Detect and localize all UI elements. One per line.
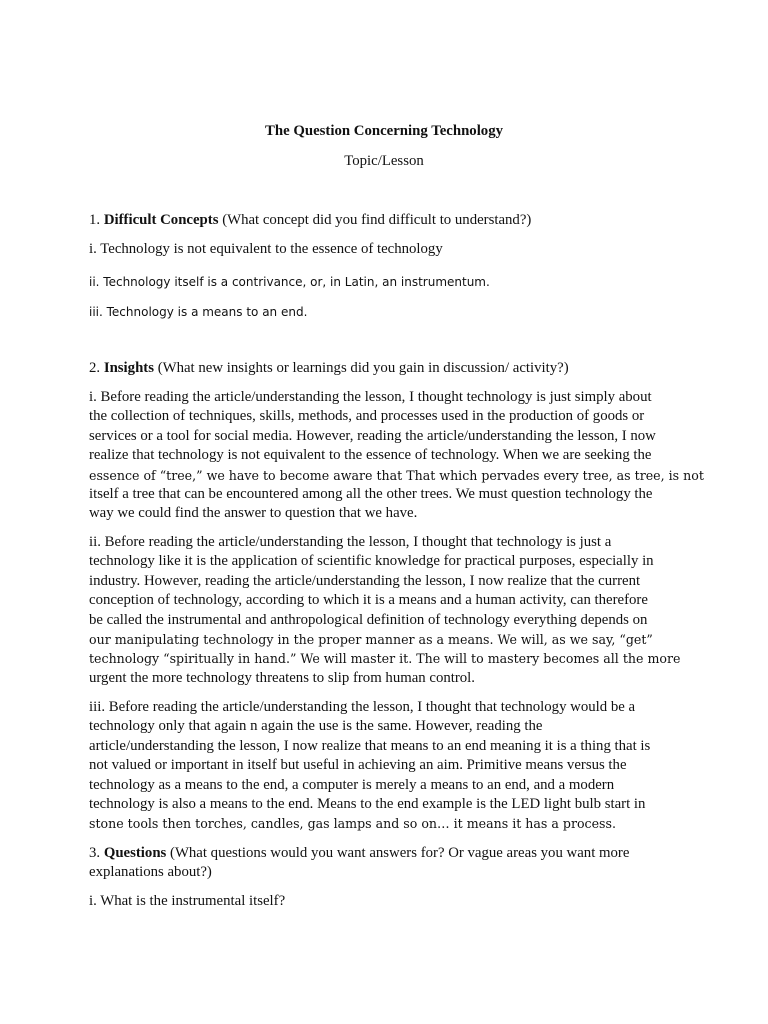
paragraph-line: iii. Before reading the article/understanding the lesson, I thought that technology would be a xyxy=(89,699,636,715)
paragraph-line: stone tools then torches, candles, gas lamps and so on… it means it has a process. xyxy=(89,816,616,832)
paragraph-line: technology is also a means to the end. Means to the end example is the LED light bulb start in xyxy=(89,796,646,813)
section-2-prompt: (What new insights or learnings did you gain in discussion/ activity?) xyxy=(157,360,569,376)
paragraph-line: i. Before reading the article/understanding the lesson, I thought technology is just simply about xyxy=(89,389,652,405)
paragraph-line: article/understanding the lesson, I now realize that means to an end meaning it is a thing that is xyxy=(89,737,651,754)
paragraph-line: our manipulating technology in the proper manner as a means. We will, as we say, “get” xyxy=(89,632,653,648)
section-3-prompt: (What questions would you want answers for? Or vague areas you want more xyxy=(170,845,630,861)
section-2-number: 2. xyxy=(89,360,101,376)
paragraph-line: industry. However, reading the article/understanding the lesson, I now realize that the current xyxy=(89,572,641,589)
paragraph-line: services or a tool for social media. However, reading the article/understanding the lesson, I now xyxy=(89,427,656,444)
section-1-item-3: iii. Technology is a means to an end. xyxy=(89,305,308,319)
section-3-number: 3. xyxy=(89,845,101,861)
paragraph-line: essence of “tree,” we have to become aware that That which pervades every tree, as tree, is not xyxy=(89,467,704,483)
paragraph-line: be called the instrumental and anthropological definition of technology everything depends on xyxy=(89,611,648,628)
document-subtitle: Topic/Lesson xyxy=(344,153,424,169)
section-1-heading-line xyxy=(89,211,531,230)
paragraph-line: way we could find the answer to question that we have. xyxy=(89,505,418,522)
section-2-heading: Insights xyxy=(103,360,154,376)
paragraph-line: technology “spiritually in hand.” We will master it. The will to mastery becomes all the more xyxy=(89,651,681,667)
section-3-item-1: i. What is the instrumental itself? xyxy=(89,893,286,909)
paragraph-line: technology only that again n again the use is the same. However, reading the xyxy=(89,718,543,735)
section-1-item-1: i. Technology is not equivalent to the essence of technology xyxy=(89,241,443,257)
paragraph-line: itself a tree that can be encountered among all the other trees. We must question technology the xyxy=(89,486,653,503)
insight-paragraph-2 xyxy=(89,533,689,688)
paragraph-line: urgent the more technology threatens to slip from human control. xyxy=(89,669,475,686)
paragraph-line: technology like it is the application of scientific knowledge for practical purposes, especially in xyxy=(89,553,654,570)
document-title: The Question Concerning Technology xyxy=(264,123,504,139)
section-3-prompt-continued: explanations about?) xyxy=(89,864,212,880)
section-1-number: 1. xyxy=(89,212,101,228)
paragraph-line: conception of technology, according to which it is a means and a human activity, can therefore xyxy=(89,592,648,609)
insight-paragraph-1 xyxy=(89,388,704,524)
paragraph-line: the collection of techniques, skills, methods, and processes used in the production of goods or xyxy=(89,408,645,425)
section-1-heading: Difficult Concepts xyxy=(103,212,219,228)
section-2-heading-line xyxy=(89,359,569,378)
section-1-item-2: ii. Technology itself is a contrivance, or, in Latin, an instrumentum. xyxy=(89,275,490,289)
section-1-prompt: (What concept did you find difficult to understand?) xyxy=(222,212,532,228)
paragraph-line: realize that technology is not equivalent to the essence of technology. When we are seeking the xyxy=(89,447,652,464)
paragraph-line: technology as a means to the end, a computer is merely a means to an end, and a modern xyxy=(89,776,615,793)
section-3-heading-line xyxy=(89,844,629,863)
paragraph-line: ii. Before reading the article/understanding the lesson, I thought that technology is just a xyxy=(89,534,612,550)
section-3-heading: Questions xyxy=(103,845,167,861)
insight-paragraph-3 xyxy=(89,698,689,834)
paragraph-line: not valued or important in itself but useful in achieving an aim. Primitive means versus the xyxy=(89,757,627,774)
